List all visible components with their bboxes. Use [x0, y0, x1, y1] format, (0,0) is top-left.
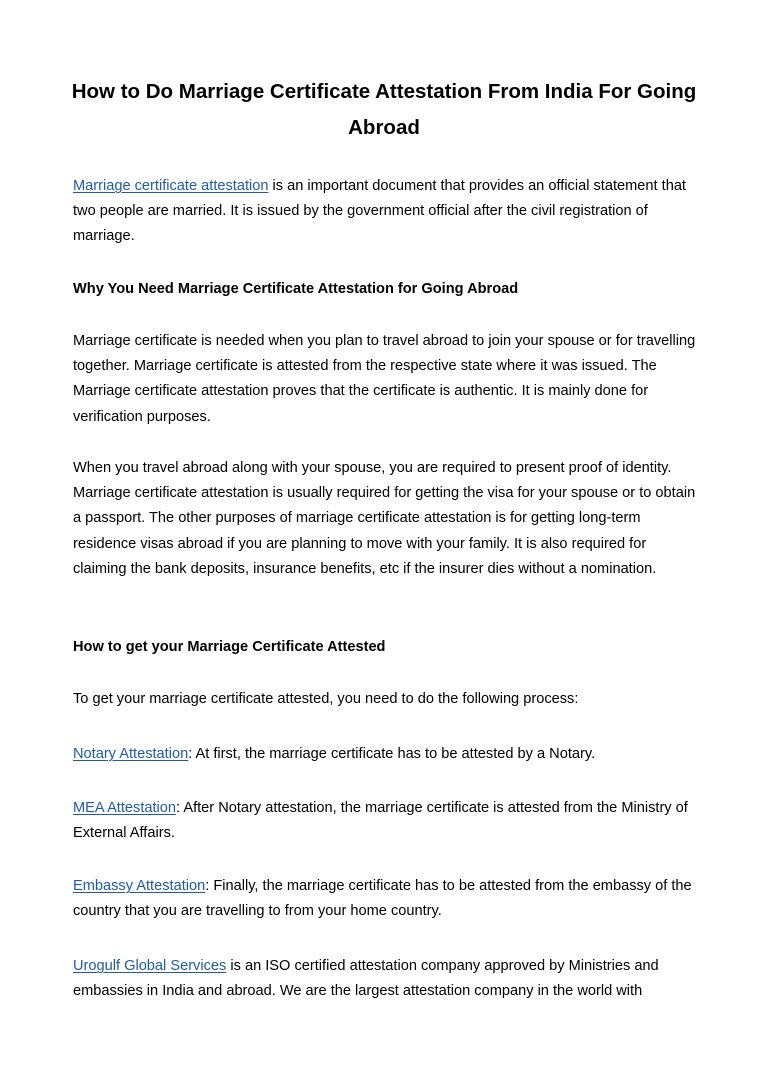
intro-paragraph [73, 174, 698, 250]
mea-attestation-link[interactable]: MEA Attestation [73, 800, 177, 816]
closing-paragraph [73, 954, 698, 1004]
section-heading-how: How to get your Marriage Certificate Attested [73, 639, 386, 655]
section-heading-why: Why You Need Marriage Certificate Attestation for Going Abroad [73, 281, 519, 297]
step-mea [73, 796, 698, 846]
page-title: How to Do Marriage Certificate Attestation From India For Going Abroad [71, 80, 697, 139]
embassy-attestation-link[interactable]: Embassy Attestation [73, 878, 206, 894]
why-paragraph-1: Marriage certificate is needed when you plan to travel abroad to join your spouse or for travelling together. Marriage certificate is attested from the respective state where it was issued. The Marriage certificate attestation proves that the certificate is authentic. It is mainly done for verification purposes. [73, 333, 696, 425]
step-embassy-text: : Finally, the marriage certificate has to be attested from the embassy of the country that you are travelling to from your home country. [73, 878, 692, 920]
notary-attestation-link[interactable]: Notary Attestation [73, 746, 189, 762]
closing-text: is an ISO certified attestation company approved by Ministries and embassies in India and abroad. We are the largest attestation company in the world with [73, 958, 659, 1000]
step-notary [73, 742, 698, 767]
why-paragraph-2: When you travel abroad along with your spouse, you are required to present proof of identity. Marriage certificate attestation is usually required for getting the visa for your spouse or to obtain a passport. The other purposes of marriage certificate attestation is for getting long-term residence visas abroad if you are planning to move with your family. It is also required for claiming the bank deposits, insurance benefits, etc if the insurer dies without a nomination. [73, 460, 696, 577]
step-mea-text: : After Notary attestation, the marriage certificate is attested from the Ministry of External Affairs. [73, 800, 688, 842]
step-embassy [73, 874, 698, 924]
step-notary-text: : At first, the marriage certificate has to be attested by a Notary. [188, 746, 596, 762]
urogulf-global-services-link[interactable]: Urogulf Global Services [73, 958, 227, 974]
marriage-certificate-attestation-link[interactable]: Marriage certificate attestation [73, 178, 269, 194]
intro-text: is an important document that provides an official statement that two people are married. It is issued by the government official after the civil registration of marriage. [73, 178, 686, 245]
process-intro-paragraph: To get your marriage certificate attested, you need to do the following process: [73, 691, 579, 707]
